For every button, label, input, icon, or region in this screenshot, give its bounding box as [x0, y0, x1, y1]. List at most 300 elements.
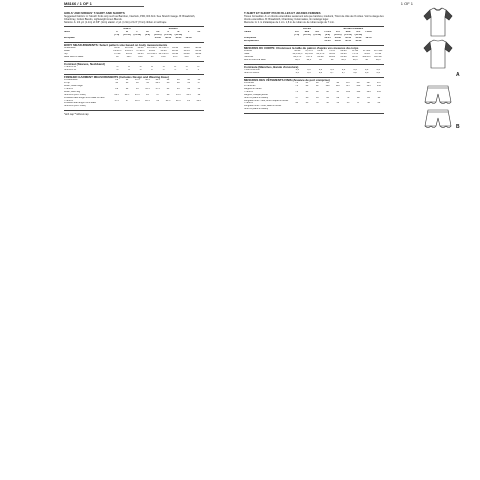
table-cell: 53 — [336, 102, 340, 105]
table-cell: 40,5 — [375, 58, 381, 61]
table-cell: 27-28 — [114, 53, 121, 56]
table-cell: 74 — [295, 82, 299, 85]
table-cell — [292, 108, 302, 111]
table-cell: 38-40 — [183, 47, 190, 50]
table-cell: 50 — [187, 79, 190, 82]
row-label: Sizes — [64, 31, 70, 34]
table-cell: 40-42 — [345, 37, 352, 40]
table-cell: 46-48 — [185, 37, 192, 40]
table-cell — [153, 105, 163, 108]
row-label: Chest/Bust — [64, 47, 76, 50]
table-cell: (6-8) — [325, 34, 330, 37]
table-cell: (10-12) — [334, 34, 342, 37]
table-cell: 29 — [115, 87, 119, 90]
table-cell — [333, 108, 343, 111]
english-width-table — [64, 66, 204, 72]
table-cell: 0,8 — [365, 71, 369, 74]
table-cell: 137 — [376, 82, 381, 85]
table-cell: 87-92 — [375, 53, 382, 56]
table-cell: 17 — [125, 99, 129, 102]
body-measurement-row — [244, 59, 384, 62]
divider — [244, 113, 384, 114]
table-cell: 0,6 — [318, 71, 323, 74]
table-cell: 23½ — [196, 99, 202, 102]
table-cell — [363, 108, 373, 111]
table-cell: 48-50 — [365, 37, 372, 40]
row-label: B Hip — [64, 82, 70, 85]
table-cell: 29½-30½ — [147, 47, 157, 50]
row-label: Waist — [64, 50, 70, 53]
table-cell: 114 — [356, 90, 361, 93]
table-cell: (10-12) — [154, 34, 162, 37]
row-label: Françaises — [244, 37, 257, 40]
table-cell: 76 — [295, 84, 299, 87]
table-cell: 32-34 — [137, 47, 144, 50]
table-cell: 36 — [135, 82, 139, 85]
table-cell: 0,4 — [330, 69, 334, 72]
french-fabrics: Tissus Conseillés: A: en tricots extensibles seulement tels que bambou, interlock, Tricot de côté de rib côtes. Voir la Jauge des tricots extensibles. B: Broadcloth, Chambray, Cotonnades, lin mélangé léger. — [244, 15, 384, 22]
table-cell: 33 — [125, 82, 129, 85]
table-cell: 0,4 — [341, 69, 346, 72]
row-label: Shorts B (excl. ruffle) — [64, 93, 86, 96]
table-cell: 21½ — [165, 99, 171, 102]
table-cell: 30 — [115, 82, 119, 85]
table-cell: 33½ — [186, 93, 191, 96]
table-cell: 44-46 — [195, 53, 202, 56]
table-cell: 102-107 — [362, 56, 371, 59]
table-cell: 68,5-71 — [293, 56, 302, 59]
fabric-width-row — [244, 72, 384, 75]
row-label: European — [64, 37, 75, 40]
row-label: T-Shirt A — [64, 87, 73, 90]
table-cell: 38-40 — [334, 40, 341, 43]
table-cell — [312, 40, 322, 43]
finished-measurement-row — [64, 105, 204, 108]
table-cell: 95 — [336, 90, 340, 93]
table-cell: ⅜ — [185, 66, 188, 69]
table-cell: ⅜ — [174, 66, 177, 69]
table-cell: TG/XL — [365, 31, 373, 34]
french-finished-title: MESURES DES VÊTEMENTS FINIS (Aisance de port comprise) — [244, 77, 330, 82]
table-cell: 15¾ — [184, 56, 189, 59]
table-cell: 90 — [326, 90, 329, 93]
table-cell: L — [187, 31, 190, 34]
table-cell: (10-12) — [123, 34, 131, 37]
table-cell: 81 — [305, 90, 309, 93]
table-cell: 66-69 — [294, 50, 301, 53]
table-cell: 50 — [315, 102, 319, 105]
row-label: Width, lower edge — [64, 84, 83, 87]
row-label: Finished back length from base of neck — [64, 96, 105, 99]
table-cell: 135 — [376, 90, 381, 93]
table-cell: 33,5 — [306, 58, 312, 61]
table-cell: 81 — [305, 82, 309, 85]
table-cell: 57 — [357, 102, 360, 105]
table-cell: 46 — [177, 79, 180, 82]
table-cell — [312, 108, 322, 111]
english-finished-title: FINISHED GARMENT MEASUREMENTS (Includes Design and Wearing Ease) — [64, 74, 169, 79]
table-cell: 79-84 — [363, 53, 370, 56]
english-column — [64, 12, 204, 116]
table-cell: 0,8 — [353, 71, 357, 74]
row-label: T-Shirt A — [244, 102, 253, 105]
table-cell: 23½ — [124, 93, 130, 96]
table-cell: 75-78 — [329, 50, 335, 53]
row-label: Européennes — [244, 40, 259, 43]
table-cell: 25-25½ — [124, 50, 133, 53]
table-cell — [363, 40, 373, 43]
row-label: Shorts B (excl. ruffle) — [64, 105, 86, 108]
table-cell: 124 — [356, 84, 361, 87]
table-cell — [173, 105, 183, 108]
table-cell: 15 — [150, 56, 154, 59]
row-label: Finished side length from waist — [64, 102, 96, 105]
table-cell: 23 — [187, 99, 190, 102]
table-cell: 74 — [346, 96, 350, 99]
table-cell: 90 — [315, 82, 319, 85]
table-cell — [132, 37, 142, 40]
pattern-sheet — [64, 0, 460, 480]
divider — [64, 110, 204, 111]
table-cell: 40-42 — [183, 53, 190, 56]
french-body-title: MESURES DU CORPS: Choisissez la taille du patron d'après vos mesures du corps — [244, 46, 359, 51]
table-cell: 40 — [365, 58, 368, 61]
row-label: Taille — [244, 53, 250, 56]
table-cell: ⅝ — [127, 69, 130, 72]
table-cell: S — [167, 31, 169, 34]
table-cell: 112-117 — [374, 56, 383, 59]
misses-group-label: MISSES — [168, 28, 178, 31]
table-cell: 0,4 — [365, 69, 369, 72]
table-cell: 36-38 — [172, 53, 179, 56]
row-label: T-Shirt A — [244, 90, 253, 93]
table-cell: M/M — [345, 31, 351, 34]
table-cell: G/L — [315, 31, 320, 34]
table-cell: 98 — [336, 82, 340, 85]
girls-group-label: GIRLS — [123, 28, 131, 31]
table-cell — [374, 108, 384, 111]
table-cell: 41 — [166, 87, 170, 90]
table-cell: M/M — [304, 31, 310, 34]
table-cell: 107-112 — [374, 50, 383, 53]
table-cell: 0,7 — [341, 71, 346, 74]
table-cell: XS — [156, 31, 160, 34]
table-cell: 53 — [197, 87, 201, 90]
table-cell: 107 — [346, 82, 350, 85]
table-cell: 22½ — [114, 93, 119, 96]
row-label: Hanches — [244, 56, 254, 59]
table-cell: 37½ — [155, 87, 161, 90]
english-width-title: Contrast (Sleeves, Neckband) — [64, 61, 105, 66]
table-cell: 35½ — [145, 87, 150, 90]
table-cell: (16-18) — [174, 34, 183, 37]
table-cell: M — [177, 31, 180, 34]
table-cell: 145 — [376, 84, 381, 87]
table-cell: 84-89 — [317, 56, 324, 59]
french-width-title: Contraste (Manches, Bande d'encolure) — [244, 64, 299, 69]
table-cell: 80-83 — [329, 56, 335, 59]
table-cell: 49 — [177, 82, 180, 85]
row-label: Back neck to waist — [64, 56, 84, 59]
table-cell: 26-27 — [114, 47, 121, 50]
table-cell: 17½ — [114, 99, 119, 102]
table-cell: 58-61 — [329, 53, 335, 56]
table-cell: 0,5 — [295, 71, 299, 74]
table-cell: 53 — [187, 82, 190, 85]
table-cell: ⅜ — [116, 69, 119, 72]
table-cell — [183, 105, 193, 108]
table-cell: 34-36 — [154, 37, 161, 40]
english-body-title: BODY MEASUREMENTS: Select pattern size based on body measurements — [64, 43, 168, 48]
french-notions: Mercerie: A: 1 m d'élastique de 1 cm. 1,8 m de ruban ou de ruban sergé de 7 mm. — [244, 21, 335, 25]
row-label: Largeur à l'ourlet — [244, 87, 262, 90]
french-column — [244, 12, 384, 115]
table-cell: 23-23½ — [113, 50, 122, 53]
table-cell: 33½-34½ — [158, 53, 169, 56]
table-cell: 93 — [326, 82, 329, 85]
table-cell: 36½ — [145, 79, 150, 82]
size-row — [244, 40, 384, 43]
table-cell: 81-87 — [317, 50, 324, 53]
english-notions: Notions: A: 1/4 yd. (1.1m) of 3/8" (1cm) elastic. 2 yd. (1.9m) of 1/4" (7mm) ribbon or twill tape — [64, 21, 167, 25]
table-cell: 117 — [356, 82, 361, 85]
table-cell: 35 — [135, 87, 139, 90]
english-size-table — [64, 28, 204, 40]
table-cell: 25-26 — [160, 50, 167, 53]
row-label: B Hanches — [244, 84, 256, 87]
table-cell: 36-38 — [334, 37, 341, 40]
tshirt-front-icon — [424, 8, 452, 36]
table-cell — [194, 105, 204, 108]
table-cell: 0,7 — [330, 71, 334, 74]
table-cell: 41 — [146, 82, 149, 85]
table-cell: ⅜ — [162, 66, 165, 69]
row-label: T-Shirt A 45" — [64, 66, 77, 69]
english-finished-table — [64, 79, 204, 108]
table-cell: XL — [146, 31, 150, 34]
table-cell: 57 — [295, 96, 299, 99]
row-label: Dos du cou à la taille — [244, 58, 266, 61]
table-cell: 45 — [177, 87, 180, 90]
table-cell: 80-83 — [340, 50, 347, 53]
table-cell: 38½ — [155, 79, 161, 82]
table-cell — [302, 108, 312, 111]
table-cell: 64-66 — [340, 53, 347, 56]
table-cell: 63,5-65 — [304, 53, 313, 56]
table-cell: 85-88 — [340, 56, 347, 59]
table-cell: ⅝ — [139, 69, 142, 72]
table-cell: (14-16) — [313, 34, 322, 37]
table-cell: 1 — [197, 69, 199, 72]
table-cell: 31½ — [176, 93, 181, 96]
table-cell: 29 — [166, 93, 170, 96]
table-cell — [194, 37, 204, 40]
table-cell: 36 — [319, 58, 322, 61]
table-cell: 64 — [326, 96, 329, 99]
table-cell: P/S — [335, 31, 340, 34]
table-cell: XL — [197, 31, 201, 34]
table-cell: 12 — [116, 56, 119, 59]
table-cell: 0,4 — [353, 69, 357, 72]
row-label: A Chest/Bust — [64, 79, 78, 82]
table-cell: (14-16) — [133, 34, 142, 37]
table-cell: 38 — [330, 58, 334, 61]
finished-measurement-row — [244, 108, 384, 111]
table-cell: 13¼ — [126, 56, 132, 59]
table-cell: 69 — [336, 96, 340, 99]
table-cell: 30,5 — [295, 58, 300, 61]
english-fabrics: Suggested Fabrics: A: Stretch Knits only such as Bamboo, Interlock, PFD, Rib Knit. See Stretch Gauge. B: Broadcloth, Chambray, Cotton Blends, Lightweight Linen Blends. — [64, 15, 196, 22]
table-cell: 0,5 — [307, 71, 311, 74]
table-cell: ⅜ — [116, 66, 119, 69]
table-cell: 97-102 — [363, 50, 371, 53]
table-cell: (14-16) — [164, 34, 172, 37]
table-cell — [142, 105, 152, 108]
table-cell: ⅜ — [197, 66, 200, 69]
row-label: Longueur finie – côté, taille à l'ourlet — [244, 105, 282, 108]
table-cell: 117 — [346, 84, 350, 87]
table-cell: 0,3 — [307, 69, 311, 72]
table-cell: ⅜ — [139, 66, 142, 69]
table-cell: 39,5 — [352, 58, 358, 61]
row-label: Longueur finie – dos, entre nuque à l'ourlet — [244, 99, 289, 102]
table-cell: 55 — [346, 102, 350, 105]
table-cell: 74 — [295, 90, 299, 93]
table-cell: TP/XS — [324, 31, 331, 34]
table-cell: 60 — [377, 102, 381, 105]
table-cell: 0,4 — [376, 69, 380, 72]
table-cell: 84 — [305, 84, 309, 87]
shorts-front-icon — [425, 86, 451, 104]
table-cell — [322, 108, 332, 111]
table-cell: 68,5-72 — [316, 53, 325, 56]
french-width-table — [244, 69, 384, 75]
table-cell: 0,9 — [376, 71, 380, 74]
table-cell: (7-8) — [294, 34, 300, 37]
row-label: Short B (sans le volant) — [244, 96, 269, 99]
table-cell: 14¼ — [138, 56, 143, 59]
table-cell: 32 — [125, 87, 129, 90]
table-cell: 25½ — [134, 93, 140, 96]
table-cell: 31½-32½ — [147, 53, 157, 56]
table-cell — [142, 37, 152, 40]
table-cell: 87-92 — [352, 50, 359, 53]
size-row — [64, 37, 204, 40]
row-label: T-shirt A 115cm* — [244, 69, 261, 72]
english-footnote: *with nap **without nap — [64, 113, 89, 117]
table-cell: 28-30 — [172, 50, 179, 53]
table-cell: 85 — [367, 96, 370, 99]
divider — [64, 26, 204, 27]
table-cell: 76-79 — [305, 56, 312, 59]
table-cell: 0,3 — [318, 69, 323, 72]
table-cell: 16 — [196, 56, 200, 59]
table-cell — [163, 105, 173, 108]
table-cell: 46 — [166, 82, 170, 85]
divider — [244, 26, 384, 27]
table-cell: 91 — [315, 84, 319, 87]
english-body-table — [64, 47, 204, 59]
table-cell: 54 — [197, 79, 201, 82]
table-cell: 22½ — [176, 99, 181, 102]
table-cell: 72,5-76 — [304, 50, 313, 53]
table-cell: 58 — [367, 102, 370, 105]
row-label: A Poitrine — [244, 82, 254, 85]
row-label: Largeur, chaque jambe — [244, 93, 268, 96]
view-a-label: A — [456, 72, 460, 78]
row-label: Short B 115cm* — [244, 71, 261, 74]
table-cell: 135 — [366, 84, 371, 87]
table-cell: 52 — [326, 102, 329, 105]
table-cell: 27-28½ — [136, 50, 145, 53]
table-cell — [112, 105, 122, 108]
table-cell: 23-24 — [149, 50, 155, 53]
french-finished-table — [244, 82, 384, 111]
table-cell — [353, 108, 363, 111]
table-cell: 31-33 — [183, 50, 190, 53]
table-cell: 19½ — [134, 99, 140, 102]
table-cell — [292, 40, 302, 43]
row-label: Short B (sans le volant) — [244, 108, 269, 111]
table-cell: 44-46 — [355, 37, 362, 40]
pattern-code: M8166 / 1 OF 1 — [64, 1, 92, 6]
table-cell: (7-8) — [114, 34, 120, 37]
table-cell: 80 — [357, 96, 360, 99]
table-cell: 71-76 — [352, 53, 359, 56]
table-cell: 92-97 — [352, 56, 359, 59]
table-cell: 28½-30 — [124, 47, 133, 50]
row-label: Shorts B 45" — [64, 69, 77, 72]
table-cell: 34-36 — [195, 50, 202, 53]
table-cell: 91 — [377, 96, 381, 99]
fabric-width-row — [64, 69, 204, 72]
table-cell: 20½ — [145, 99, 150, 102]
table-cell: 104 — [325, 84, 330, 87]
table-cell — [302, 40, 312, 43]
table-cell: 38-40 — [165, 37, 172, 40]
english-title: GIRLS' AND MISSES' T-SHIRT AND SHORTS — [64, 11, 125, 15]
table-cell: 29 — [115, 79, 119, 82]
table-cell: 42-44 — [175, 37, 182, 40]
table-cell: M — [126, 31, 128, 34]
french-title: T-SHIRT ET SHORT POUR FILLES ET JEUNES FEMMES — [244, 11, 321, 15]
table-cell: 25 — [146, 93, 149, 96]
row-label: T-Shirt A — [64, 99, 73, 102]
table-cell: 30-31 — [125, 53, 132, 56]
table-cell: (10-12) — [303, 34, 311, 37]
table-cell: 36 — [197, 93, 201, 96]
table-cell: ⅜ — [151, 66, 153, 69]
table-cell — [122, 37, 132, 40]
shorts-back-icon — [425, 110, 451, 128]
table-cell: 42-44 — [345, 40, 352, 43]
table-cell: ⅞ — [174, 69, 177, 72]
table-cell: 32-34 — [324, 37, 331, 40]
table-cell: ⅜ — [127, 66, 130, 69]
table-cell: S — [115, 31, 118, 34]
table-cell: 60 — [305, 96, 309, 99]
row-label: Width, each leg — [64, 90, 81, 93]
table-cell: 89 — [315, 90, 319, 93]
table-cell: 43 — [305, 102, 309, 105]
table-cell: 38,5 — [341, 58, 346, 61]
girls-group-label: FILLES — [302, 28, 311, 31]
table-cell: 0,3 — [295, 69, 299, 72]
table-cell: 27 — [156, 93, 160, 96]
table-cell: (6-8) — [145, 34, 150, 37]
body-measurement-row — [64, 56, 204, 59]
french-body-table — [244, 50, 384, 62]
